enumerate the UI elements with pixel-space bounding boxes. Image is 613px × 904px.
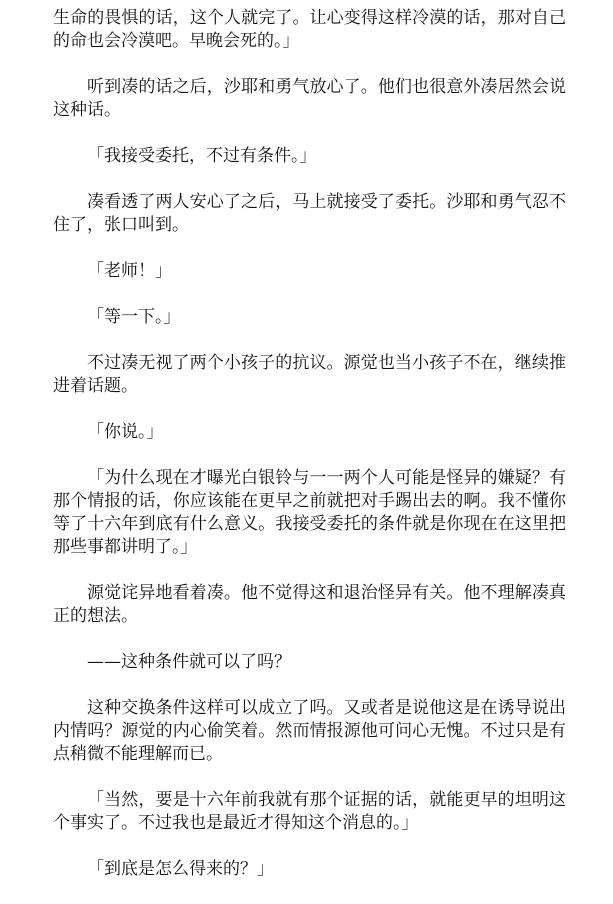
- paragraph: 「当然，要是十六年前我就有那个证据的话，就能更早的坦明这个事实了。不过我也是最近才得知这个消息的。」: [53, 790, 566, 833]
- paragraph: 「为什么现在才曝光白银铃与一一两个人可能是怪异的嫌疑？有那个情报的话，你应该能在更早之前就把对手踢出去的啊。我不懂你等了十六年到底有什么意义。我接受委托的条件就是你现在在这里把那些事都讲明了。」: [53, 468, 566, 557]
- paragraph: 不过凑无视了两个小孩子的抗议。源觉也当小孩子不在，继续推进着话题。: [53, 353, 566, 396]
- document-page: [53, 7, 566, 904]
- paragraph: 听到凑的话之后，沙耶和勇气放心了。他们也很意外凑居然会说这种话。: [53, 77, 566, 120]
- paragraph: 「我接受委托，不过有条件。」: [87, 146, 317, 166]
- paragraph: 凑看透了两人安心了之后，马上就接受了委托。沙耶和勇气忍不住了，张口叫到。: [53, 192, 566, 235]
- paragraph: 生命的畏惧的话，这个人就完了。让心变得这样冷漠的话，那对自己的命也会冷漠吧。早晚会死的。」: [53, 8, 566, 51]
- paragraph: 「到底是怎么得来的？」: [87, 859, 274, 879]
- paragraph: 「老师！」: [87, 261, 172, 281]
- paragraph: ——这种条件就可以了吗？: [87, 652, 291, 672]
- paragraph: 「等一下。」: [87, 307, 181, 327]
- paragraph: 这种交换条件这样可以成立了吗。又或者是说他这是在诱导说出内情吗？源觉的内心偷笑着。然而情报源他可问心无愧。不过只是有点稍微不能理解而已。: [53, 698, 566, 764]
- paragraph: 源觉诧异地看着凑。他不觉得这和退治怪异有关。他不理解凑真正的想法。: [53, 583, 566, 626]
- paragraph: 「你说。」: [87, 422, 164, 442]
